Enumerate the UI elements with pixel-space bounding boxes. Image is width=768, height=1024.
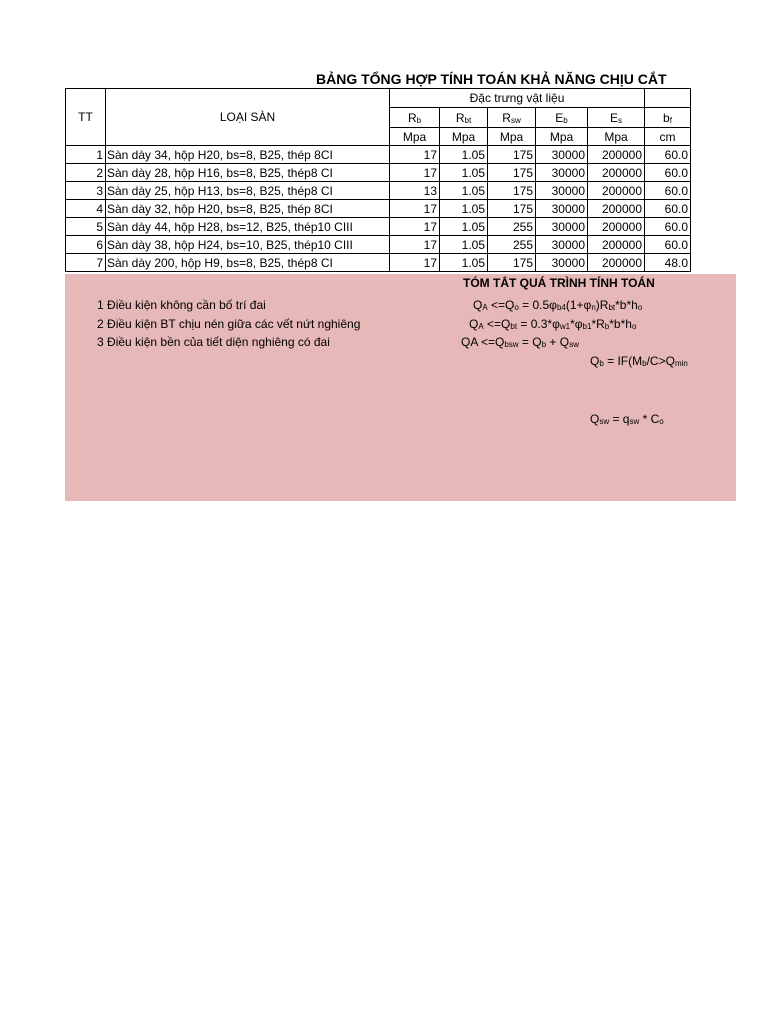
header-loai-san: LOẠI SÀN [106, 89, 390, 146]
unit-rbt: Mpa [440, 128, 488, 146]
row-rb: 17 [390, 236, 440, 254]
unit-bf: cm [645, 128, 691, 146]
row-eb: 30000 [536, 146, 588, 164]
row-name: Sàn dày 44, hộp H28, bs=12, B25, thép10 CIII [106, 218, 390, 236]
row-bf: 60.0 [645, 146, 691, 164]
row-bf: 60.0 [645, 164, 691, 182]
row-rsw: 255 [488, 236, 536, 254]
header-rbt: $R_{bt}$ [440, 108, 488, 128]
unit-eb: Mpa [536, 128, 588, 146]
row-eb: 30000 [536, 236, 588, 254]
row-name: Sàn dày 32, hộp H20, bs=8, B25, thép 8CI [106, 200, 390, 218]
row-number: 5 [66, 218, 106, 236]
table-row [66, 218, 691, 236]
row-rbt: 1.05 [440, 218, 488, 236]
row-name: Sàn dày 28, hộp H16, bs=8, B25, thép8 CI [106, 164, 390, 182]
row-bf: 60.0 [645, 182, 691, 200]
sheet-title: BẢNG TỔNG HỢP TÍNH TOÁN KHẢ NĂNG CHỊU CẮT [316, 71, 667, 87]
unit-rb: Mpa [390, 128, 440, 146]
table-row [66, 146, 691, 164]
header-rb: $R_b$ [390, 108, 440, 128]
row-name: Sàn dày 25, hộp H13, bs=8, B25, thép8 CI [106, 182, 390, 200]
row-number: 2 [66, 164, 106, 182]
condition-2: 2 Điều kiện BT chịu nén giữa các vết nứt nghiêng [97, 317, 361, 331]
row-eb: 30000 [536, 182, 588, 200]
row-bf: 60.0 [645, 200, 691, 218]
header-rsw: $R_{sw}$ [488, 108, 536, 128]
summary-title: TÓM TẮT QUÁ TRÌNH TÍNH TOÁN [463, 276, 655, 290]
row-es: 200000 [588, 254, 645, 272]
table-row [66, 164, 691, 182]
table-row [66, 182, 691, 200]
row-eb: 30000 [536, 218, 588, 236]
unit-es: Mpa [588, 128, 645, 146]
row-es: 200000 [588, 200, 645, 218]
row-bf: 60.0 [645, 218, 691, 236]
row-eb: 30000 [536, 254, 588, 272]
row-rbt: 1.05 [440, 146, 488, 164]
row-es: 200000 [588, 182, 645, 200]
row-es: 200000 [588, 236, 645, 254]
row-rbt: 1.05 [440, 236, 488, 254]
row-rb: 17 [390, 218, 440, 236]
formula-qa-qbsw: QA $<=Q_{bsw} = Q_b + Q_{sw}$ [461, 335, 579, 349]
row-bf: 48.0 [645, 254, 691, 272]
row-number: 6 [66, 236, 106, 254]
row-number: 7 [66, 254, 106, 272]
table-row [66, 254, 691, 272]
row-name: Sàn dày 34, hộp H20, bs=8, B25, thép 8CI [106, 146, 390, 164]
formula-qb: $Q_b = IF(M_b/C>Q_{min}$ [590, 354, 688, 368]
row-rbt: 1.05 [440, 200, 488, 218]
row-rsw: 175 [488, 200, 536, 218]
table-row [66, 236, 691, 254]
row-number: 4 [66, 200, 106, 218]
row-rbt: 1.05 [440, 182, 488, 200]
header-material: Đặc trưng vật liệu [390, 89, 645, 108]
header-eb: $E_b$ [536, 108, 588, 128]
row-name: Sàn dày 200, hộp H9, bs=8, B25, thép8 CI [106, 254, 390, 272]
formula-qa-qo: $Q_A <=Q_o = 0.5\varphi_{b4}(1+\varphi_n)R_{bt}*b*h_o$ [473, 298, 643, 312]
row-rbt: 1.05 [440, 254, 488, 272]
row-eb: 30000 [536, 164, 588, 182]
unit-rsw: Mpa [488, 128, 536, 146]
row-rb: 17 [390, 164, 440, 182]
row-number: 1 [66, 146, 106, 164]
condition-3: 3 Điều kiện bền của tiết diện nghiêng có đai [97, 335, 330, 349]
row-es: 200000 [588, 146, 645, 164]
row-rsw: 175 [488, 254, 536, 272]
row-name: Sàn dày 38, hộp H24, bs=10, B25, thép10 CIII [106, 236, 390, 254]
row-es: 200000 [588, 218, 645, 236]
header-es: $E_s$ [588, 108, 645, 128]
row-rsw: 175 [488, 182, 536, 200]
header-tt: TT [66, 89, 106, 146]
row-rb: 17 [390, 146, 440, 164]
row-rsw: 175 [488, 146, 536, 164]
results-table [65, 88, 691, 272]
row-bf: 60.0 [645, 236, 691, 254]
row-es: 200000 [588, 164, 645, 182]
condition-1: 1 Điều kiện không cần bố trí đai [97, 298, 266, 312]
row-rb: 17 [390, 200, 440, 218]
row-rb: 13 [390, 182, 440, 200]
header-empty [645, 89, 691, 108]
row-rbt: 1.05 [440, 164, 488, 182]
row-rsw: 175 [488, 164, 536, 182]
header-bf: $b_f$ [645, 108, 691, 128]
table-row [66, 200, 691, 218]
formula-qsw: $Q_{sw} = q_{sw} * C_o$ [590, 412, 664, 426]
row-rsw: 255 [488, 218, 536, 236]
row-number: 3 [66, 182, 106, 200]
row-rb: 17 [390, 254, 440, 272]
row-eb: 30000 [536, 200, 588, 218]
formula-qa-qbt: $Q_A <=Q_{bt} = 0.3*\varphi_{w1}*\varphi_{b1}*R_b*b*h_o$ [469, 317, 637, 331]
